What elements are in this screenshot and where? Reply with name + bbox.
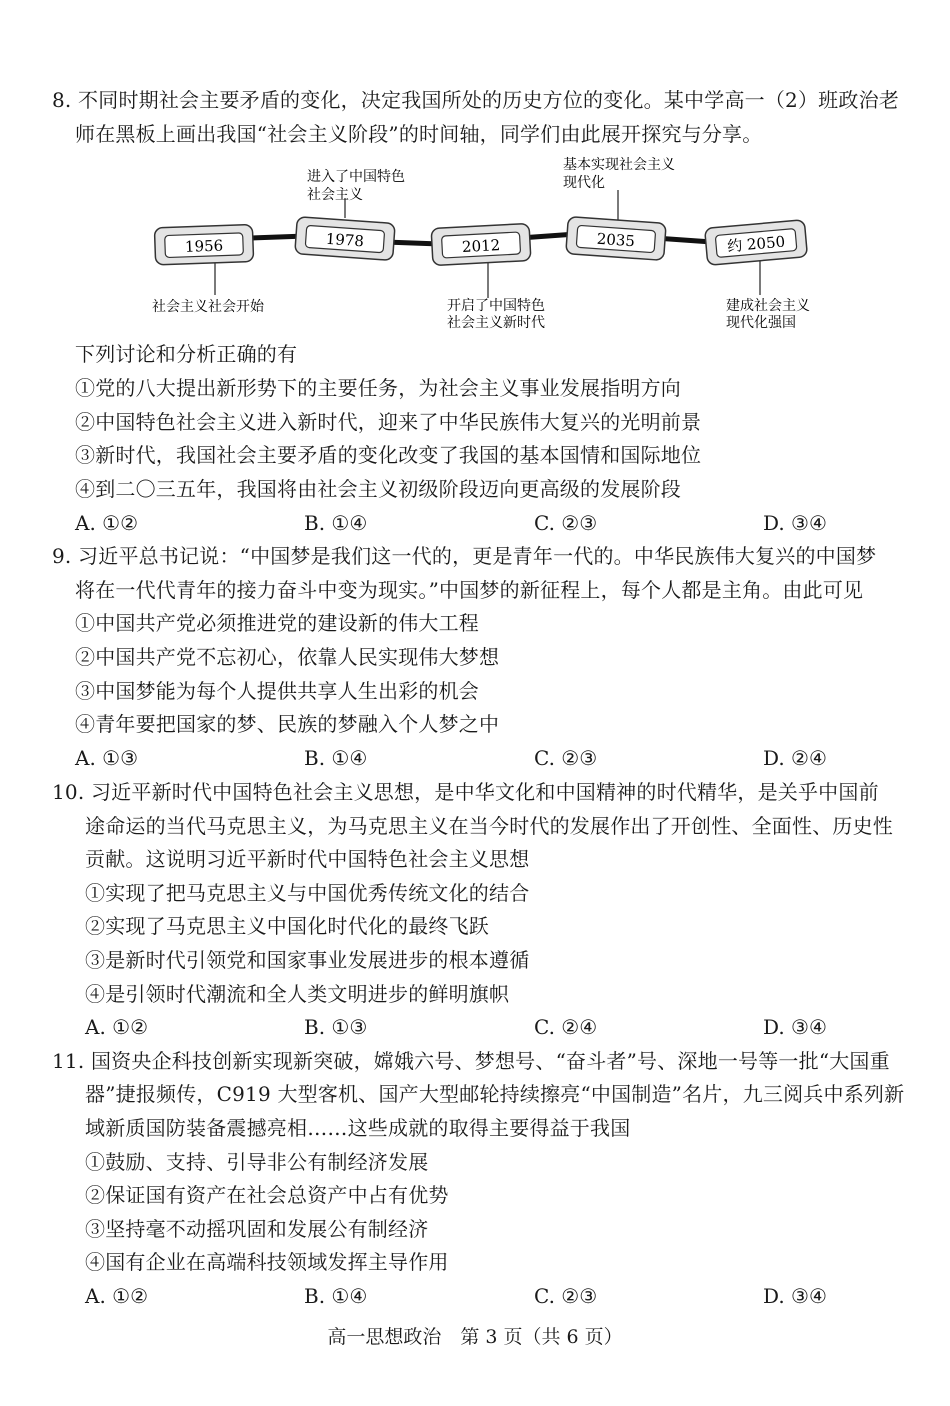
q9-item-4: ④青年要把国家的梦、民族的梦融入个人梦之中 [75,712,500,736]
label-2012-line-2: 社会主义新时代 [447,315,545,331]
q11-stem-line-3: 域新质国防装备震撼亮相……这些成就的取得主要得益于我国 [85,1116,631,1140]
q8-item-1: ①党的八大提出新形势下的主要任务，为社会主义事业发展指明方向 [75,376,681,400]
q9-item-1: ①中国共产党必须推进党的建设新的伟大工程 [75,611,479,635]
label-2012-line-1: 开启了中国特色 [447,298,545,314]
q11-stem-line-2: 器”捷报频传，C919 大型客机、国产大型邮轮持续擦亮“中国制造”名片，九三阅兵中系列新 [85,1082,905,1106]
q8-item-4: ④到二〇三五年，我国将由社会主义初级阶段迈向更高级的发展阶段 [75,477,681,501]
q11-item-4: ④国有企业在高端科技领域发挥主导作用 [85,1250,449,1274]
q8-item-2: ②中国特色社会主义进入新时代，迎来了中华民族伟大复兴的光明前景 [75,410,702,434]
q10-stem-line-2: 途命运的当代马克思主义，为马克思主义在当今时代的发展作出了开创性、全面性、历史性 [85,814,893,838]
q8-option-d: D. ③④ [763,511,827,535]
year-box-1956 [154,225,253,265]
year-2012: 2012 [461,236,501,256]
q10-stem-line-1: 10. 习近平新时代中国特色社会主义思想，是中华文化和中国精神的时代精华，是关乎中国前 [52,780,879,804]
q11-option-a: A. ①② [85,1284,149,1308]
q9-item-2: ②中国共产党不忘初心，依靠人民实现伟大梦想 [75,645,500,669]
year-box-1978 [295,217,395,261]
year-2050: 约 2050 [726,232,786,256]
timeline-diagram [0,150,950,340]
label-1978-line-2: 社会主义 [307,187,363,203]
label-2050-line-2: 现代化强国 [726,315,796,331]
q11-option-b: B. ①④ [304,1284,368,1308]
year-2035: 2035 [596,229,636,251]
q8-prompt: 下列讨论和分析正确的有 [75,342,298,366]
label-1978-line-1: 进入了中国特色 [307,169,405,185]
q8-stem-line-2: 师在黑板上画出我国“社会主义阶段”的时间轴，同学们由此展开探究与分享。 [75,122,763,146]
q8-item-3: ③新时代，我国社会主要矛盾的变化改变了我国的基本国情和国际地位 [75,443,702,467]
year-box-2012 [431,223,531,265]
year-1978: 1978 [325,229,365,251]
label-2035-line-1: 基本实现社会主义 [563,157,675,173]
q10-option-b: B. ①③ [304,1015,368,1039]
q11-item-1: ①鼓励、支持、引导非公有制经济发展 [85,1150,429,1174]
year-box-2050 [705,220,808,266]
year-box-2035 [566,217,666,261]
year-1956: 1956 [184,236,224,256]
q11-item-3: ③坚持毫不动摇巩固和发展公有制经济 [85,1217,429,1241]
q9-option-d: D. ②④ [763,746,827,770]
q9-stem-line-2: 将在一代代青年的接力奋斗中变为现实。”中国梦的新征程上，每个人都是主角。由此可见 [75,578,864,602]
page-footer: 高一思想政治 第 3 页（共 6 页） [327,1326,623,1348]
q10-item-2: ②实现了马克思主义中国化时代化的最终飞跃 [85,914,489,938]
q9-option-a: A. ①③ [75,746,139,770]
label-2035-line-2: 现代化 [563,175,605,191]
q10-item-3: ③是新时代引领党和国家事业发展进步的根本遵循 [85,948,530,972]
q9-stem-line-1: 9. 习近平总书记说：“中国梦是我们这一代的，更是青年一代的。中华民族伟大复兴的中国梦 [52,544,877,568]
q10-option-c: C. ②④ [534,1015,598,1039]
q10-item-1: ①实现了把马克思主义与中国优秀传统文化的结合 [85,881,530,905]
q9-item-3: ③中国梦能为每个人提供共享人生出彩的机会 [75,679,479,703]
q8-option-b: B. ①④ [304,511,368,535]
q10-option-d: D. ③④ [763,1015,827,1039]
q10-stem-line-3: 贡献。这说明习近平新时代中国特色社会主义思想 [85,847,530,871]
q8-option-c: C. ②③ [534,511,598,535]
q10-item-4: ④是引领时代潮流和全人类文明进步的鲜明旗帜 [85,982,510,1006]
q11-option-d: D. ③④ [763,1284,827,1308]
q8-option-a: A. ①② [75,511,139,535]
q11-item-2: ②保证国有资产在社会总资产中占有优势 [85,1183,449,1207]
q11-stem-line-1: 11. 国资央企科技创新实现新突破，嫦娥六号、梦想号、“奋斗者”号、深地一号等一批“大国重 [52,1049,890,1073]
label-2050-line-1: 建成社会主义 [726,298,810,314]
label-1956-line-1: 社会主义社会开始 [152,299,264,315]
q8-stem-line-1: 8. 不同时期社会主要矛盾的变化，决定我国所处的历史方位的变化。某中学高一（2）班政治老 [52,88,899,112]
q10-option-a: A. ①② [85,1015,149,1039]
q11-option-c: C. ②③ [534,1284,598,1308]
q9-option-b: B. ①④ [304,746,368,770]
q9-option-c: C. ②③ [534,746,598,770]
